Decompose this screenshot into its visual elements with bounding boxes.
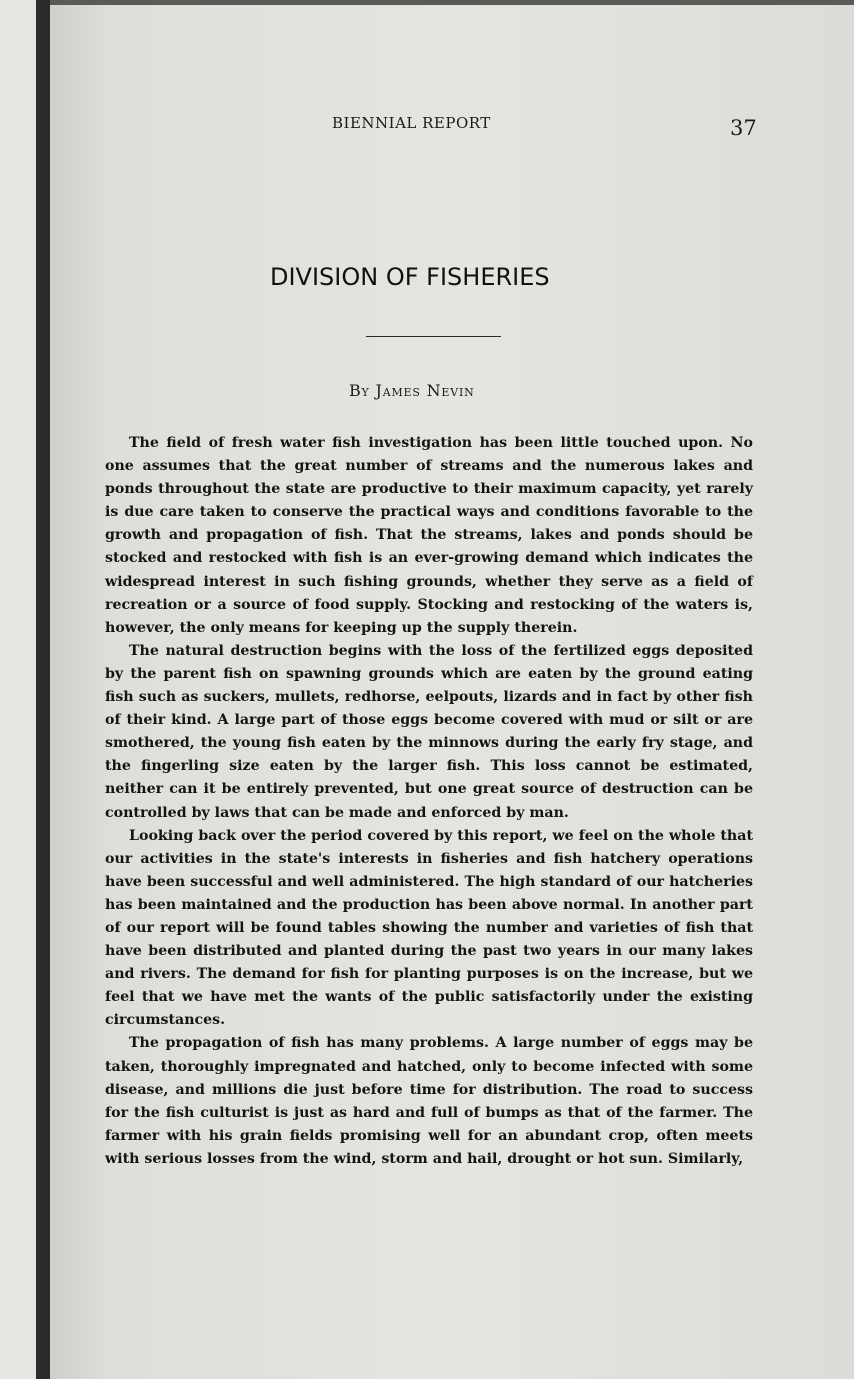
paragraph: Looking back over the period covered by this report, we feel on the whole that our activities in the state's interests in fisheries and fish hatchery operations have been successful and well administered. The high standard of our hatcheries has been maintained and the production has been above normal. In another part of our report will be found tables showing the number and varieties of fish that have been distributed and planted during the past two years in our many lakes and rivers. The demand for fish for planting purposes is on the increase, but we feel that we have met the wants of the public satisfactorily under the existing circumstances. <box>105 827 753 1029</box>
running-head: BIENNIAL REPORT <box>332 114 491 132</box>
paragraph: The field of fresh water fish investigation has been little touched upon. No one assumes that the great number of streams and the numerous lakes and ponds throughout the state are productive to their maximum capacity, yet rarely is due care taken to conserve the practical ways and conditions favorable to the growth and propagation of fish. That the streams, lakes and ponds should be stocked and restocked with fish is an ever-growing demand which indicates the widespread interest in such fishing grounds, whether they serve as a field of recreation or a source of food supply. Stocking and restocking of the waters is, however, the only means for keeping up the supply therein. <box>105 435 753 636</box>
article-body <box>105 432 753 1171</box>
paragraph: The natural destruction begins with the loss of the fertilized eggs deposited by the parent fish on spawning grounds which are eaten by the ground eating fish such as suckers, mullets, redhorse, eelpouts, lizards and in fact by other fish of their kind. A large part of those eggs become covered with mud or silt or are smothered, the young fish eaten by the minnows during the early fry stage, and the fingerling size eaten by the larger fish. This loss cannot be estimated, neither can it be entirely prevented, but one great source of destruction can be controlled by laws that can be made and enforced by man. <box>105 642 753 821</box>
page-title: DIVISION OF FISHERIES <box>270 263 550 291</box>
paragraph: The propagation of fish has many problems. A large number of eggs may be taken, thoroughly impregnated and hatched, only to become infected with some disease, and millions die just before time for distribution. The road to success for the fish culturist is just as hard and full of bumps as that of the farmer. The farmer with his grain fields promising well for an abundant crop, often meets with serious losses from the wind, storm and hail, drought or hot sun. Similarly, <box>105 1035 753 1167</box>
book-spine <box>36 0 50 1379</box>
byline: By James Nevin <box>349 381 475 400</box>
title-divider <box>366 336 501 337</box>
page-number: 37 <box>730 116 757 140</box>
facing-page-margin <box>0 0 36 1379</box>
